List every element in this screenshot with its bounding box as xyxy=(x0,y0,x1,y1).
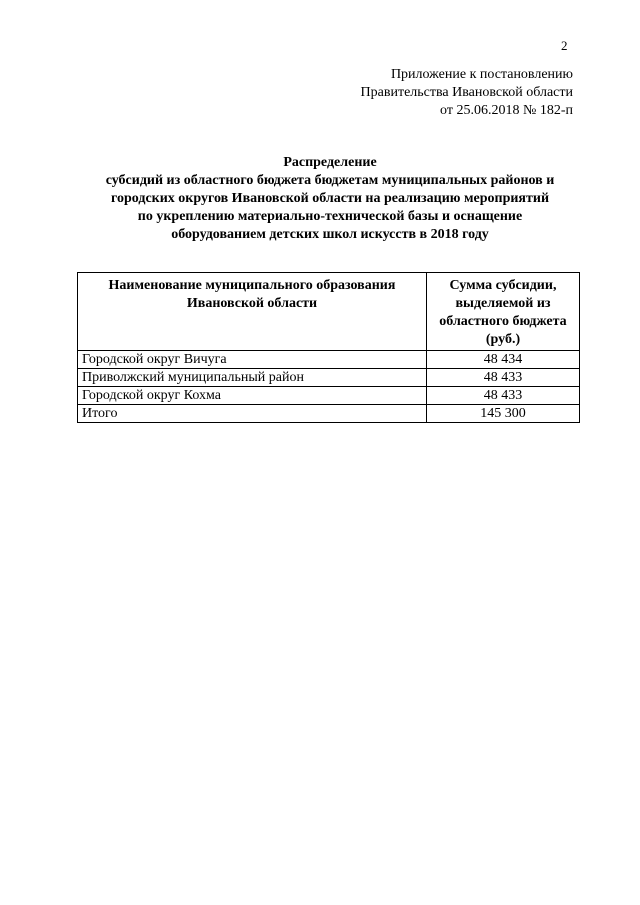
title-line: по укреплению материально-технической базы и оснащение xyxy=(137,209,523,224)
header-municipality xyxy=(78,273,427,351)
subsidy-distribution-table xyxy=(77,272,580,423)
table-total-row xyxy=(78,405,580,423)
page-number: 2 xyxy=(561,38,568,53)
table-row xyxy=(78,369,580,387)
municipality-name: Приволжский муниципальный район xyxy=(78,369,427,387)
appendix-reference xyxy=(253,66,573,120)
header-line: областного бюджета xyxy=(439,314,567,329)
header-line: выделяемой из xyxy=(455,296,551,311)
subsidy-amount: 48 433 xyxy=(427,369,580,387)
header-line: Сумма субсидии, xyxy=(449,278,557,293)
table-row xyxy=(78,351,580,369)
appendix-line: Приложение к постановлению xyxy=(390,67,573,82)
header-line: Наименование муниципального образования xyxy=(108,278,396,293)
header-line: Ивановской области xyxy=(186,296,318,311)
appendix-line: Правительства Ивановской области xyxy=(360,85,573,100)
total-amount: 145 300 xyxy=(427,405,580,423)
appendix-line: от 25.06.2018 № 182-п xyxy=(440,103,573,118)
title-line: субсидий из областного бюджета бюджетам муниципальных районов и xyxy=(105,173,555,188)
subsidy-amount: 48 434 xyxy=(427,351,580,369)
title-line: оборудованием детских школ искусств в 2018 году xyxy=(171,227,489,242)
header-subsidy-amount xyxy=(427,273,580,351)
document-title xyxy=(60,154,600,244)
title-line: городских округов Ивановской области на реализацию мероприятий xyxy=(110,191,550,206)
municipality-name: Городской округ Вичуга xyxy=(78,351,427,369)
subsidy-amount: 48 433 xyxy=(427,387,580,405)
table-row xyxy=(78,387,580,405)
table-header-row xyxy=(78,273,580,351)
header-line: (руб.) xyxy=(485,332,521,347)
total-label: Итого xyxy=(78,405,427,423)
municipality-name: Городской округ Кохма xyxy=(78,387,427,405)
title-line: Распределение xyxy=(283,155,377,170)
